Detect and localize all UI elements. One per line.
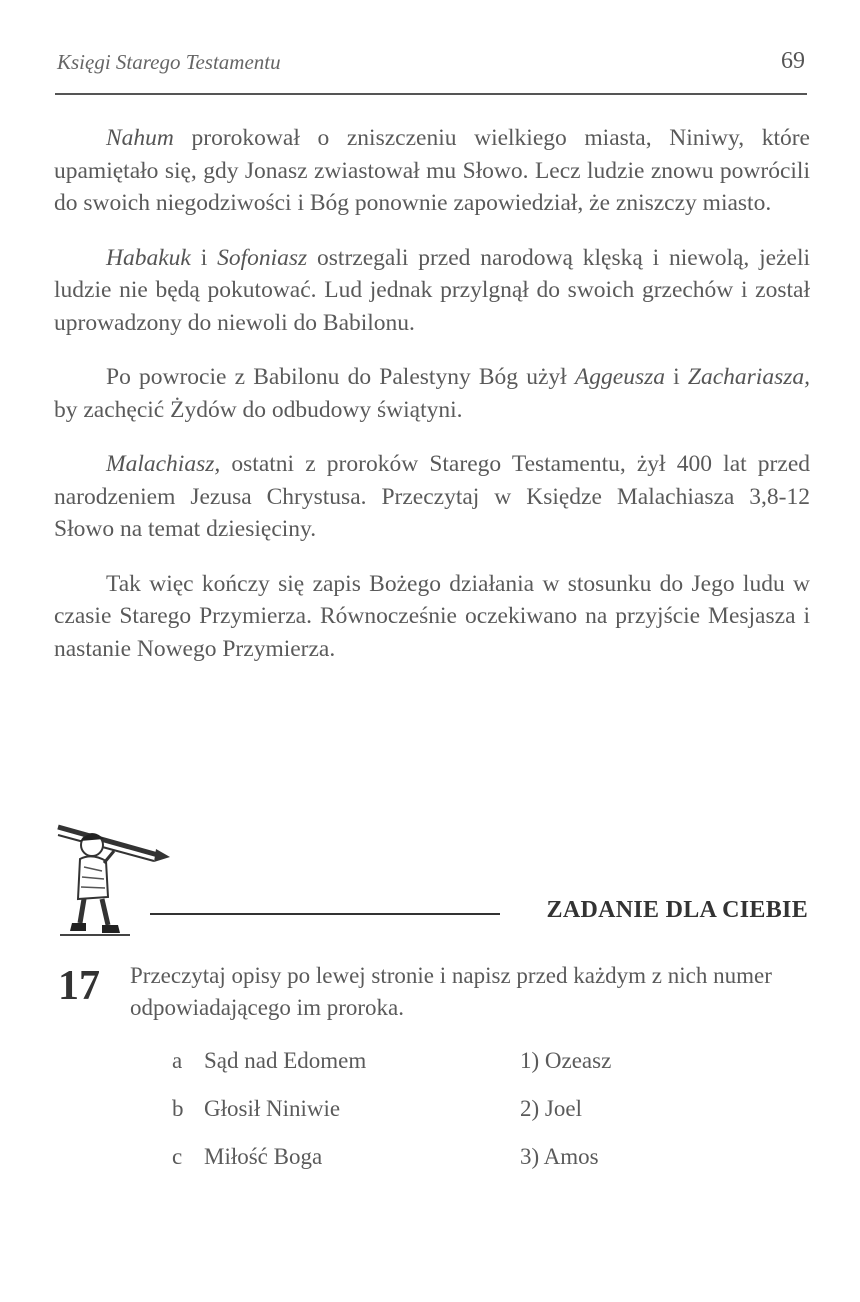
task-number: 17 bbox=[58, 963, 100, 1009]
description-item: a Sąd nad Edomem bbox=[172, 1048, 367, 1073]
worker-illustration bbox=[50, 815, 180, 945]
prophet-name: Sofoniasz bbox=[217, 244, 308, 271]
body-text bbox=[54, 122, 810, 687]
paragraph-summary: Tak więc kończy się zapis Bożego działania w stosunku do Jego ludu w czasie Starego Przymierza. Równocześnie oczekiwano na przyjście Mesjasza i nastanie Nowego Przymierza. bbox=[54, 570, 810, 662]
task-heading-rule bbox=[150, 913, 500, 915]
match-row bbox=[172, 1048, 692, 1096]
prophet-name: Nahum bbox=[106, 125, 174, 151]
prophet-name: Malachiasz, bbox=[106, 451, 221, 477]
running-title: Księgi Starego Testamentu bbox=[57, 50, 281, 74]
page-number: 69 bbox=[781, 48, 805, 74]
worker-carrying-beam-icon bbox=[50, 815, 180, 945]
paragraph-aggeusz-zachariasz: Po powrocie z Babilonu do Palestyny Bóg użył Aggeusza i Zachariasza, by zachęcić Żydów do odbudowy świątyni. bbox=[54, 364, 810, 423]
description-item: b Głosił Niniwie bbox=[172, 1096, 341, 1121]
match-row bbox=[172, 1144, 692, 1192]
page-header bbox=[57, 38, 805, 88]
header-rule bbox=[55, 93, 807, 95]
paragraph-habakuk-sofoniasz: Habakuk i Sofoniasz ostrzegali przed narodową klęską i niewolą, jeżeli ludzie nie będą pokutować. Lud jednak przylgnął do swoich grzechów i został uprowadzony do niewoli do Babilonu. bbox=[54, 244, 811, 336]
match-row bbox=[172, 1096, 692, 1144]
prophet-option: 2) Joel bbox=[520, 1096, 582, 1121]
matching-exercise bbox=[172, 1048, 692, 1192]
prophet-name: Habakuk bbox=[106, 244, 191, 271]
paragraph-malachiasz: Malachiasz, ostatni z proroków Starego Testamentu, żył 400 lat przed narodzeniem Jezusa Chrystusa. Przeczytaj w Księdze Malachiasza 3,8-12 Słowo na temat dziesięciny. bbox=[54, 451, 810, 542]
prophet-name: Zachariasza, bbox=[687, 364, 810, 390]
task-heading: ZADANIE DLA CIEBIE bbox=[546, 897, 808, 923]
prophet-option: 1) Ozeasz bbox=[520, 1048, 612, 1073]
prophet-name: Aggeusza bbox=[574, 364, 665, 390]
description-item: c Miłość Boga bbox=[172, 1144, 323, 1169]
paragraph-nahum: Nahum prorokował o zniszczeniu wielkiego miasta, Niniwy, które upamiętało się, gdy Jonasz zwiastował mu Słowo. Lecz ludzie znowu powrócili do swoich niegodziwości i Bóg ponownie zapowiedział, że zniszczy miasto. bbox=[54, 125, 810, 216]
prophet-option: 3) Amos bbox=[520, 1144, 599, 1169]
task-instruction: Przeczytaj opisy po lewej stronie i napisz przed każdym z nich numer odpowiadającego im proroka. bbox=[130, 963, 772, 1020]
